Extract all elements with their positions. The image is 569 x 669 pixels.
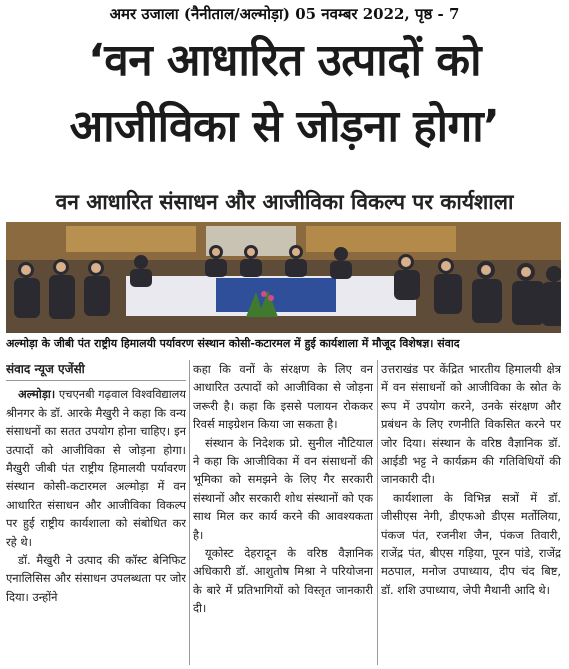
column-divider (189, 360, 190, 665)
newspaper-masthead: अमर उजाला (नैनीताल/अल्मोड़ा) 05 नवम्बर 2022, पृष्ठ - 7 (109, 5, 460, 23)
paragraph-text: एचएनबी गढ़वाल विश्वविद्यालय श्रीनगर के डॉ. आरके मैखुरी ने कहा कि वन्य संसाधनों का सतत उपयोग होना चाहिए। इन उत्पादों को आजीविका से जोड़ना होगा। मैखुरी जीबी पंत राष्ट्रीय हिमालयी पर्यावरण संस्थान कोसी-कटारमल अल्मोड़ा में वन आधारित संसाधन और आजीविका विकल्प पर हुई राष्ट्रीय कार्यशाला को संबोधित कर रहे थे। (6, 387, 186, 549)
headline-line-2: आजीविका से जोड़ना होगा’ (69, 101, 500, 152)
workshop-photo (6, 222, 561, 333)
paragraph: कार्यशाला के विभिन्न सत्रों में डॉ. जीसीएस नेगी, डीएफओ डीएस मर्तोलिया, पंकज पंत, रजनीश जैन, पंकज तिवारी, राजेंद्र पंत, बीएस गड़िया, पूरन पांडे, राजेंद्र मठपाल, मनोज उपाध्याय, दीप चंद बिष्ट, डॉ. शशि उपाध्याय, जेपी मैथानी आदि थे। (381, 490, 561, 597)
column-divider (377, 360, 378, 665)
paragraph: यूकोस्ट देहरादून के वरिष्ठ वैज्ञानिक अधिकारी डॉ. आशुतोष मिश्रा ने परियोजना के बारे में प्रतिभागियों को विस्तृत जानकारी दी। (193, 546, 373, 616)
article-column-2 (193, 360, 373, 665)
workshop-photo-illustration (6, 222, 561, 333)
paragraph: कहा कि वनों के संरक्षण के लिए वन आधारित उत्पादों को आजीविका से जोड़ना जरूरी है। कहा कि इससे पलायन रोककर रिवर्स माइग्रेशन किया जा सकता है। (193, 362, 373, 432)
dateline: अल्मोड़ा। (18, 387, 56, 402)
byline: संवाद न्यूज एजेंसी (6, 360, 186, 381)
paragraph: डॉ. मैखुरी ने उत्पाद की कॉस्ट बेनिफिट एनालिसिस और संसाधन उपलब्धता पर जोर दिया। उन्होंने (6, 553, 186, 604)
paragraph: संस्थान के निदेशक प्रो. सुनील नौटियाल ने कहा कि आजीविका में वन संसाधनों की भूमिका को समझने के लिए गैर सरकारी संस्थानों और सरकारी शोध संस्थानों को एक साथ मिल कर कार्य करने की आवश्यकता है। (193, 435, 373, 542)
article-column-3 (381, 360, 561, 665)
article-column-1 (6, 360, 186, 665)
headline-line-1: ‘वन आधारित उत्पादों को (88, 35, 481, 86)
headline (6, 28, 563, 160)
subheadline: वन आधारित संसाधन और आजीविका विकल्प पर कार्यशाला (55, 190, 514, 214)
photo-caption: अल्मोड़ा के जीबी पंत राष्ट्रीय हिमालयी पर्यावरण संस्थान कोसी-कटारमल में हुई कार्यशाला में मौजूद विशेषज्ञ। संवाद (6, 337, 460, 350)
paragraph: उत्तराखंड पर केंद्रित भारतीय हिमालयी क्षेत्र में वन संसाधनों को आजीविका के स्रोत के रूप में उपयोग करने, उनके संरक्षण और प्रबंधन के लिए रणनीति विकसित करने पर जोर दिया। संस्थान के वरिष्ठ वैज्ञानिक डॉ. आईडी भट्ट ने कार्यक्रम की गतिविधियों की जानकारी दी। (381, 362, 561, 487)
paragraph (6, 385, 186, 551)
